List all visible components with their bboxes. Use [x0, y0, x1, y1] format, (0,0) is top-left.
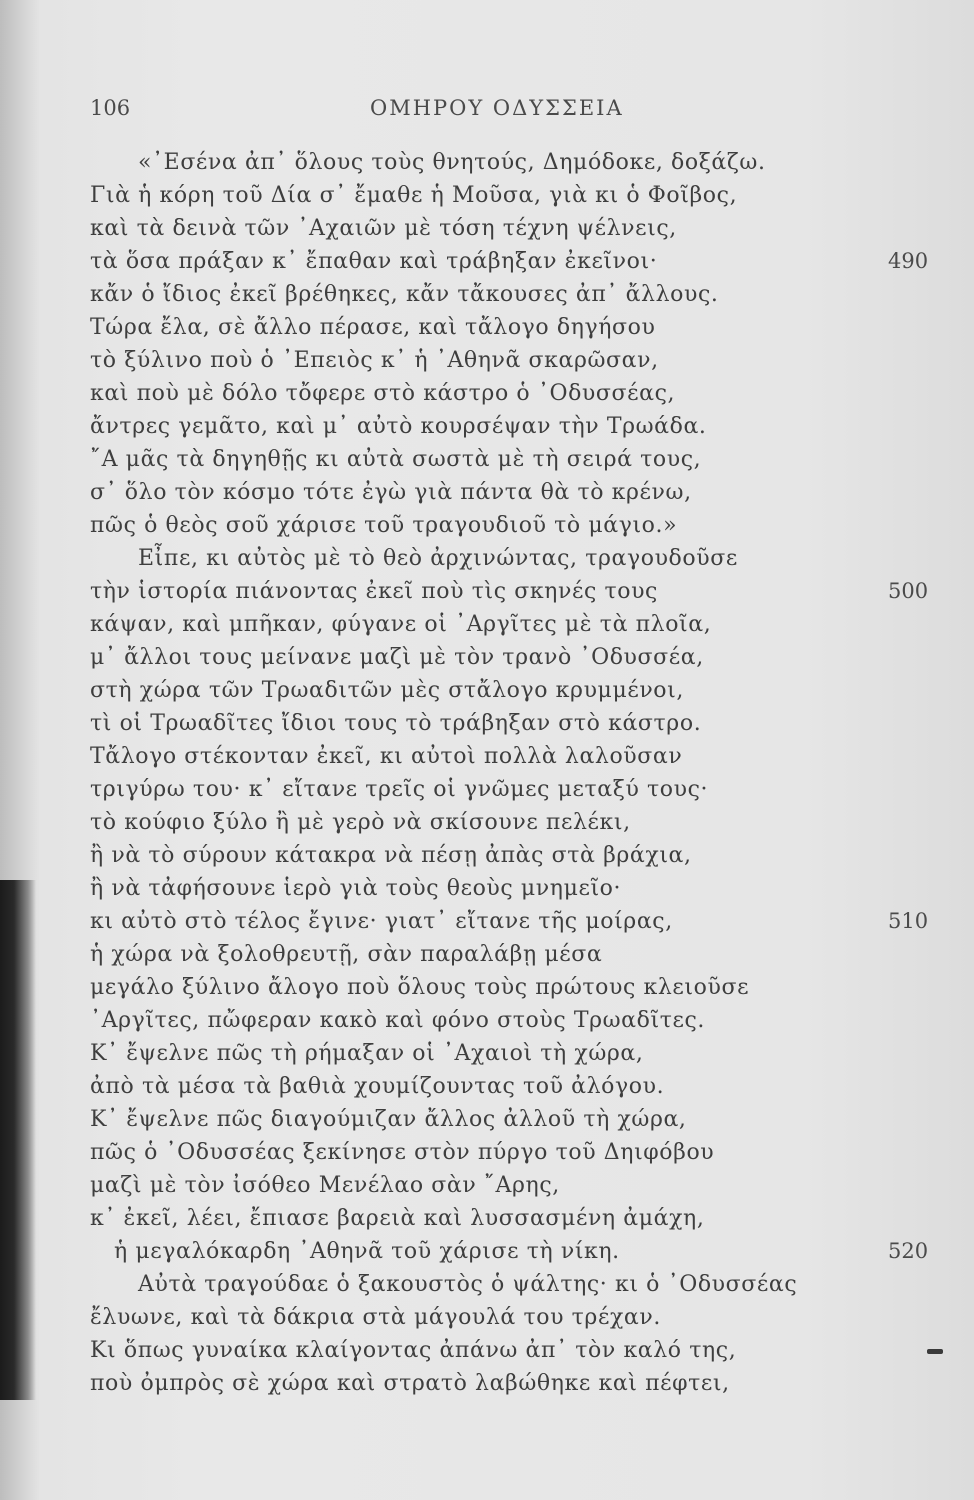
line-number: 500	[888, 579, 929, 603]
verse-line: κι αὐτὸ στὸ τέλος ἔγινε· γιατ᾿ εἴτανε τῆς μοίρας,	[90, 909, 673, 934]
verse-line: Τώρα ἔλα, σὲ ἄλλο πέρασε, καὶ τἄλογο δηγήσου	[90, 315, 656, 340]
verse-line: ἄντρες γεμᾶτο, καὶ μ᾿ αὐτὸ κουρσέψαν τὴν Τρωάδα.	[90, 414, 707, 439]
verse-line: κἄν ὁ ἴδιος ἐκεῖ βρέθηκες, κἄν τἄκουσες ἀπ᾿ ἄλλους.	[90, 282, 719, 307]
verse-line: ἢ νὰ τὸ σύρουν κάτακρα νὰ πέσῃ ἀπὰς στὰ βράχια,	[90, 843, 692, 868]
verse-line: Κ᾿ ἔψελνε πῶς διαγούμιζαν ἄλλος ἀλλοῦ τὴ χώρα,	[90, 1107, 687, 1132]
verse-line: μεγάλο ξύλινο ἄλογο ποὺ ὅλους τοὺς πρώτους κλειοῦσε	[90, 975, 750, 1000]
verse-line: πῶς ὁ ᾿Οδυσσέας ξεκίνησε στὸν πύργο τοῦ Δηιφόβου	[90, 1140, 715, 1165]
page-header	[90, 96, 650, 130]
verse-line: πῶς ὁ θεὸς σοῦ χάρισε τοῦ τραγουδιοῦ τὸ μάγιο.»	[90, 513, 678, 538]
verse-line: Τἄλογο στέκονταν ἐκεῖ, κι αὐτοὶ πολλὰ λαλοῦσαν	[90, 744, 683, 769]
verse-line: τὰ ὅσα πράξαν κ᾿ ἔπαθαν καὶ τράβηξαν ἐκεῖνοι·	[90, 249, 658, 274]
verse-line: ἔλυωνε, καὶ τὰ δάκρια στὰ μάγουλά του τρέχαν.	[90, 1305, 661, 1330]
verse-line: τὸ ξύλινο ποὺ ὁ ᾿Επειὸς κ᾿ ἡ ᾿Αθηνᾶ σκαρῶσαν,	[90, 348, 659, 373]
verse-line: ἡ χώρα νὰ ξολοθρευτῇ, σὰν παραλάβῃ μέσα	[90, 942, 603, 967]
verse-line: μ᾿ ἄλλοι τους μείνανε μαζὶ μὲ τὸν τρανὸ ᾿Οδυσσέα,	[90, 645, 704, 670]
verse-line: Κι ὅπως γυναίκα κλαίγοντας ἀπάνω ἀπ᾿ τὸν καλό της,	[90, 1338, 737, 1363]
verse-line: ᾿Αργῖτες, πὤφεραν κακὸ καὶ φόνο στοὺς Τρωαδῖτες.	[90, 1008, 705, 1033]
margin-mark	[927, 1349, 943, 1354]
verse-line: καὶ ποὺ μὲ δόλο τὄφερε στὸ κάστρο ὁ ᾿Οδυσσέας,	[90, 381, 676, 406]
verse-line: Εἶπε, κι αὐτὸς μὲ τὸ θεὸ ἀρχινώντας, τραγουδοῦσε	[138, 546, 738, 571]
verse-line: κάψαν, καὶ μπῆκαν, φύγανε οἱ ᾿Αργῖτες μὲ τὰ πλοῖα,	[90, 612, 712, 637]
binding-shadow	[0, 880, 36, 1400]
verse-line: τὶ οἱ Τρωαδῖτες ἴδιοι τους τὸ τράβηξαν στὸ κάστρο.	[90, 711, 702, 736]
line-number: 510	[888, 909, 929, 933]
verse-line: τὴν ἱστορία πιάνοντας ἐκεῖ ποὺ τὶς σκηνές τους	[90, 579, 658, 604]
verse-line: ῎Α μᾶς τὰ δηγηθῇς κι αὐτὰ σωστὰ μὲ τὴ σειρά τους,	[90, 447, 702, 472]
verse-line: Γιὰ ἡ κόρη τοῦ Δία σ᾿ ἔμαθε ἡ Μοῦσα, γιὰ κι ὁ Φοῖβος,	[90, 183, 738, 208]
page-number: 106	[90, 96, 131, 120]
verse-line: «᾿Εσένα ἀπ᾿ ὅλους τοὺς θνητούς, Δημόδοκε, δοξάζω.	[138, 150, 766, 175]
verse-line: σ᾿ ὅλο τὸν κόσμο τότε ἐγὼ γιὰ πάντα θὰ τὸ κρένω,	[90, 480, 692, 505]
line-number: 520	[888, 1239, 929, 1263]
verse-line: ἀπὸ τὰ μέσα τὰ βαθιὰ χουμίζουντας τοῦ ἀλόγου.	[90, 1074, 665, 1099]
verse-line: τριγύρω του· κ᾿ εἴτανε τρεῖς οἱ γνῶμες μεταξύ τους·	[90, 777, 709, 802]
verse-line: κ᾿ ἐκεῖ, λέει, ἔπιασε βαρειὰ καὶ λυσσασμένη ἀμάχη,	[90, 1206, 705, 1231]
line-number: 490	[888, 249, 929, 273]
running-title: ΟΜΗΡΟΥ ΟΔΥΣΣΕΙΑ	[370, 96, 624, 120]
verse-line: ποὺ ὀμπρὸς σὲ χώρα καὶ στρατὸ λαβώθηκε καὶ πέφτει,	[90, 1371, 730, 1396]
verse-line: ἡ μεγαλόκαρδη ᾿Αθηνᾶ τοῦ χάρισε τὴ νίκη.	[114, 1239, 620, 1264]
verse-line: Αὐτὰ τραγούδαε ὁ ξακουστὸς ὁ ψάλτης· κι ὁ ᾿Οδυσσέας	[138, 1272, 798, 1297]
verse-line: ἢ νὰ τἀφήσουνε ἱερὸ γιὰ τοὺς θεοὺς μνημεῖο·	[90, 876, 622, 901]
verse-line: Κ᾿ ἔψελνε πῶς τὴ ρήμαξαν οἱ ᾿Αχαιοὶ τὴ χώρα,	[90, 1041, 644, 1066]
verse-line: τὸ κούφιο ξύλο ἢ μὲ γερὸ νὰ σκίσουνε πελέκι,	[90, 810, 631, 835]
verse-line: μαζὶ μὲ τὸν ἰσόθεο Μενέλαο σὰν ῎Αρης,	[90, 1173, 560, 1198]
verse-line: καὶ τὰ δεινὰ τῶν ᾿Αχαιῶν μὲ τόση τέχνη ψέλνεις,	[90, 216, 677, 241]
verse-line: στὴ χώρα τῶν Τρωαδιτῶν μὲς στἄλογο κρυμμένοι,	[90, 678, 684, 703]
